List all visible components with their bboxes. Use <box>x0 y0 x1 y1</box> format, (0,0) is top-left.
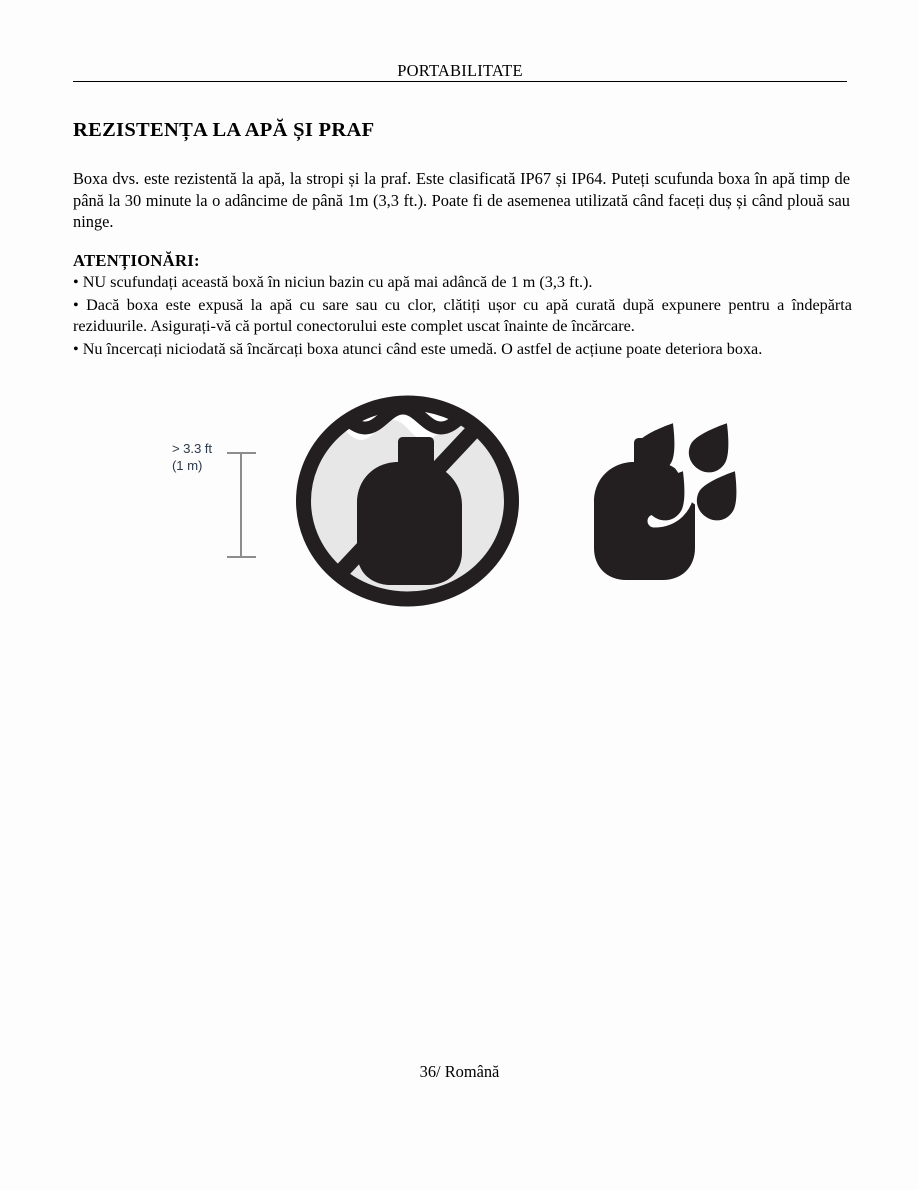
header-rule <box>73 81 847 82</box>
warnings-list <box>73 272 852 361</box>
warning-item: • NU scufundați această boxă în niciun bazin cu apă mai adâncă de 1 m (3,3 ft.). <box>73 273 593 291</box>
no-submerge-icon <box>286 386 529 616</box>
warning-item: • Nu încercați niciodată să încărcați boxa atunci când este umedă. O astfel de acțiune poate deteriora boxa. <box>73 339 763 358</box>
running-header <box>73 60 847 86</box>
depth-annotation <box>172 440 246 474</box>
water-splash-resistant-icon <box>592 417 738 585</box>
depth-annotation-feet: > 3.3 ft <box>172 441 212 456</box>
warnings-heading: ATENȚIONĂRI: <box>73 250 200 270</box>
section-heading: REZISTENȚA LA APĂ ȘI PRAF <box>73 118 375 141</box>
header-title <box>73 60 847 81</box>
depth-dimension-line <box>240 452 242 558</box>
warning-item: • Dacă boxa este expusă la apă cu sare sau cu clor, clătiți ușor cu apă curată după expunere pentru a îndepărta reziduurile. Asigurați-vă că portul conectorului este complet uscat înainte de încărcare. <box>73 295 852 335</box>
intro-paragraph: Boxa dvs. este rezistentă la apă, la stropi și la praf. Este clasificată IP67 și IP64. Puteți scufunda boxa în apă timp de până la 30 minute la o adâncime de până 1m (3,3 ft.). Poate fi de asemenea utilizată când faceți duș și când plouă sau ninge. <box>73 169 850 232</box>
figure-icon-group <box>0 375 919 625</box>
header-title-text: PORTABILITATE <box>397 61 523 80</box>
page-footer: 36/ Română <box>419 1062 500 1081</box>
depth-annotation-meters: (1 m) <box>172 458 203 473</box>
depth-dimension-cap-bottom <box>227 556 256 558</box>
